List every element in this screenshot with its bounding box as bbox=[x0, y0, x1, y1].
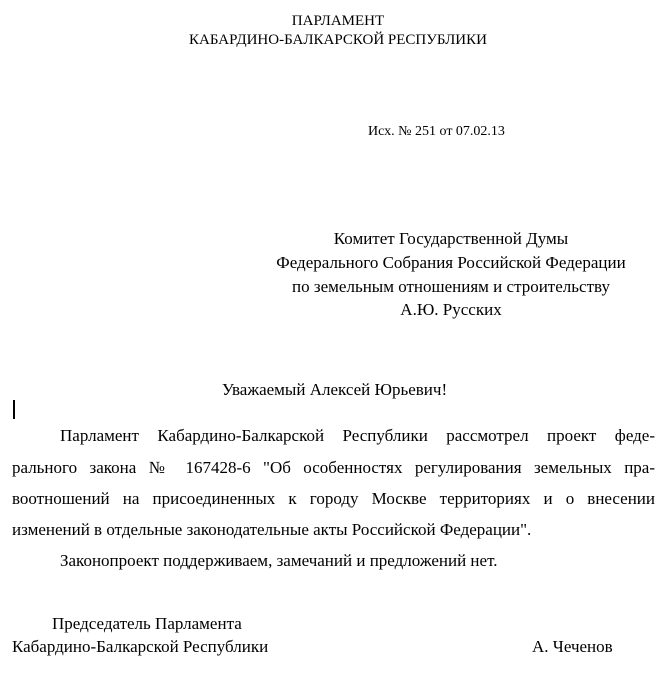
signature-title-line-2: Кабардино-Балкарской Республики bbox=[12, 637, 269, 656]
addressee-line-1: Комитет Государственной Думы bbox=[333, 229, 569, 248]
signature-title-line-1: Председатель Парламента bbox=[52, 614, 242, 633]
addressee-name: А.Ю. Русских bbox=[400, 300, 502, 319]
header-line-2: КАБАРДИНО-БАЛКАРСКОЙ РЕСПУБЛИКИ bbox=[189, 32, 487, 48]
body-line-1: Парламент Кабардино-Балкарской Республики рассмотрел проект феде- bbox=[60, 426, 655, 445]
text-cursor bbox=[13, 400, 15, 419]
greeting: Уважаемый Алексей Юрьевич! bbox=[221, 380, 448, 399]
body-line-3: воотношений на присоединенных к городу Москве территориях и о внесении bbox=[12, 489, 655, 508]
outgoing-reference: Исх. № 251 от 07.02.13 bbox=[368, 124, 505, 139]
addressee-line-2: Федерального Собрания Российской Федерации bbox=[276, 253, 626, 272]
addressee-line-3: по земельным отношениям и строительству bbox=[292, 277, 610, 296]
header-line-1: ПАРЛАМЕНТ bbox=[291, 13, 385, 29]
body-line-5: Законопроект поддерживаем, замечаний и предложений нет. bbox=[60, 551, 498, 570]
signature-name: А. Чеченов bbox=[532, 637, 613, 656]
body-line-2: рального закона № 167428-6 "Об особенностях регулирования земельных пра- bbox=[12, 458, 655, 477]
body-line-4: изменений в отдельные законодательные акты Российской Федерации". bbox=[12, 520, 532, 539]
